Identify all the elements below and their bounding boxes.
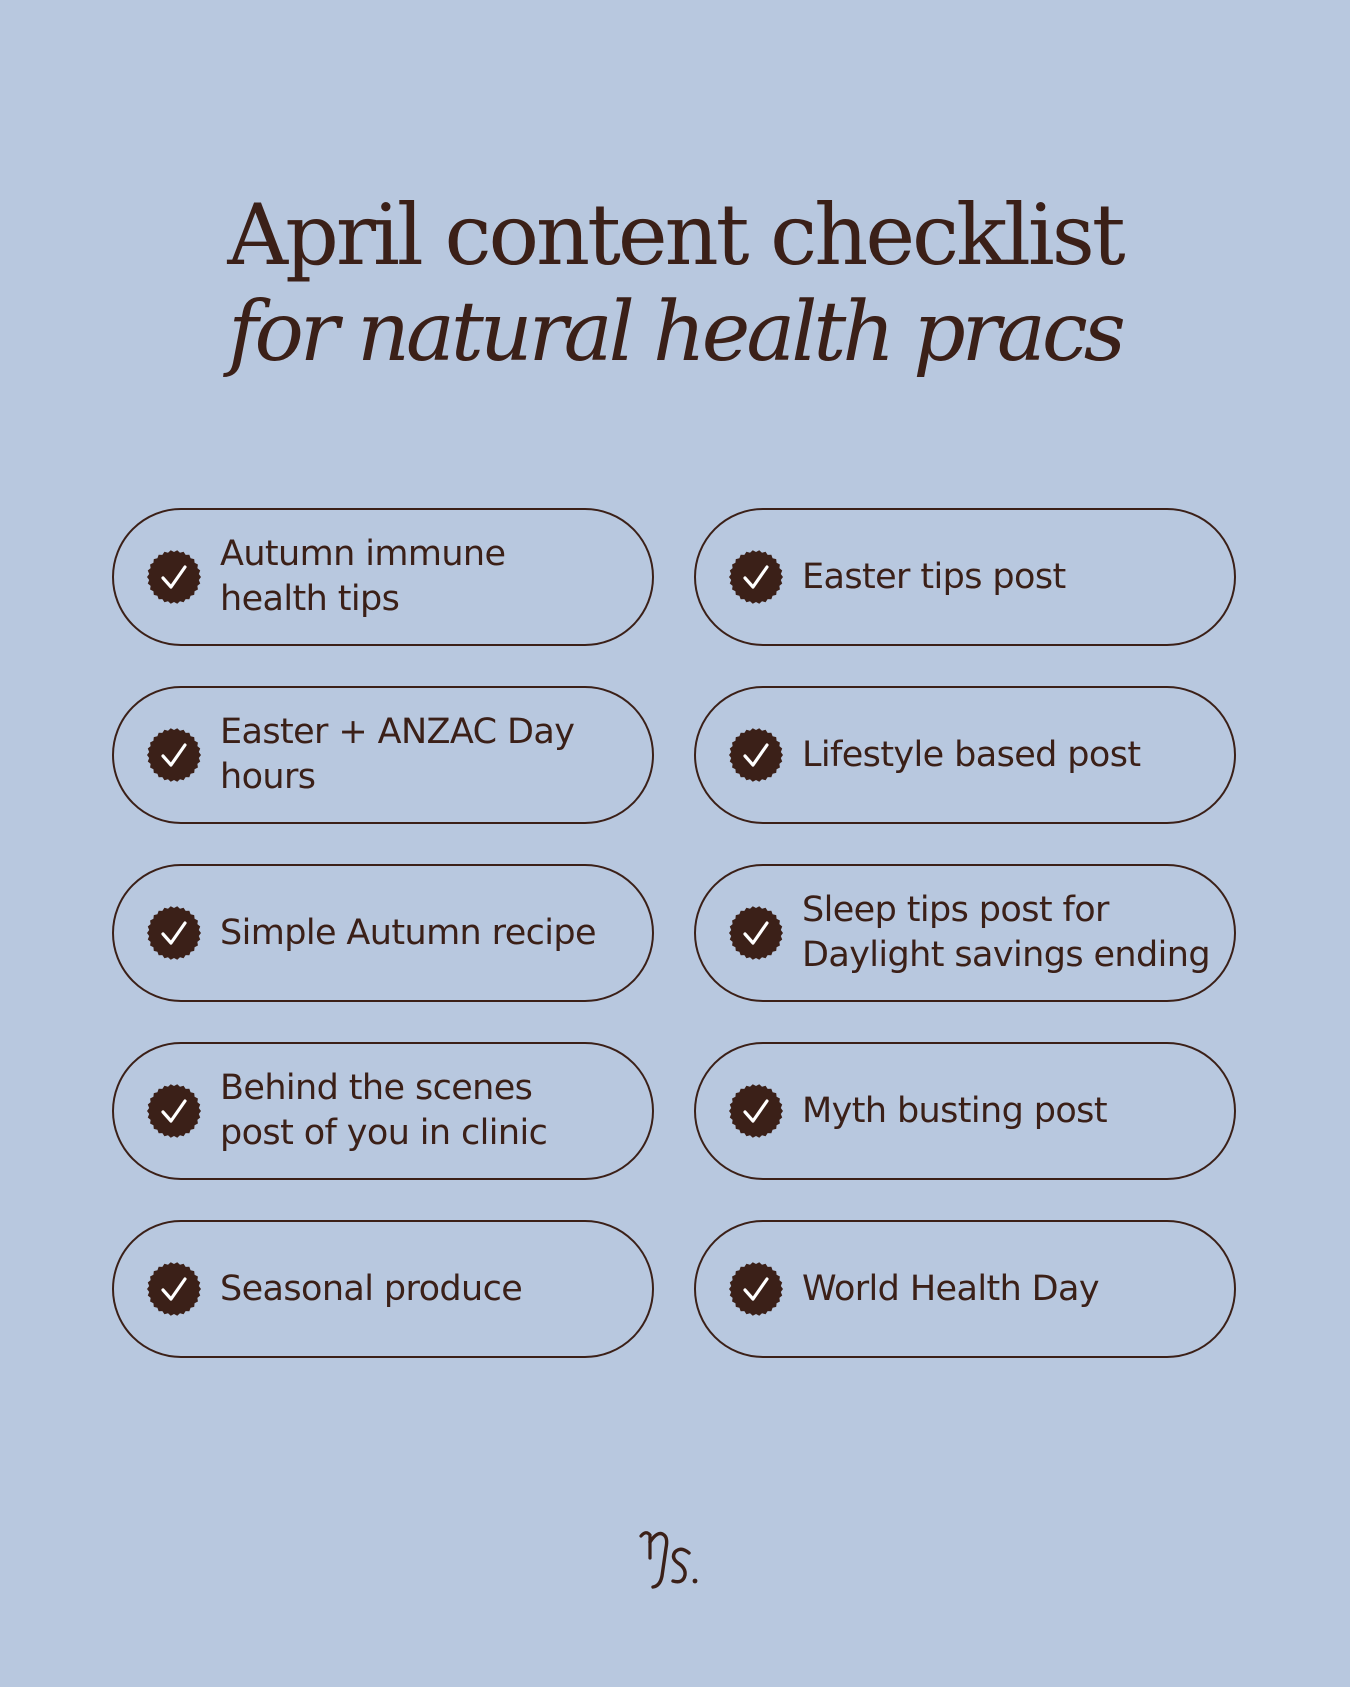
checklist-item	[694, 864, 1236, 1002]
checklist-item-label	[220, 710, 574, 800]
checklist-item-line: Daylight savings ending	[802, 935, 1210, 975]
checklist-item	[112, 686, 654, 824]
checklist-item-line: Myth busting post	[802, 1090, 1107, 1131]
checklist-item-line: Behind the scenes	[220, 1068, 533, 1108]
checklist-item-line: Easter + ANZAC Day	[220, 712, 575, 752]
checklist-item-line: Seasonal produce	[220, 1268, 523, 1309]
checklist-item-label	[220, 1267, 522, 1312]
check-badge-icon	[728, 549, 784, 605]
check-badge-icon	[728, 1261, 784, 1317]
checklist-item-line: Lifestyle based post	[802, 734, 1141, 775]
checklist-item-label	[802, 733, 1141, 778]
checklist-item-line: Easter tips post	[802, 556, 1066, 597]
check-badge-icon	[728, 727, 784, 783]
check-badge-icon	[146, 727, 202, 783]
checklist-item-line: Sleep tips post for	[802, 890, 1109, 930]
page-title: April content checklist	[227, 186, 1123, 284]
checklist-item-label	[220, 1066, 547, 1156]
checklist-item	[112, 1042, 654, 1180]
checklist-item	[112, 1220, 654, 1358]
checklist-item-label	[220, 911, 596, 956]
checklist-item	[694, 508, 1236, 646]
checklist-item-label	[802, 1267, 1099, 1312]
checklist-item	[694, 1220, 1236, 1358]
checklist-item-label	[802, 555, 1066, 600]
checklist-item-line: Simple Autumn recipe	[220, 912, 596, 953]
checklist-item-line: hours	[220, 757, 316, 797]
checklist-item-line: World Health Day	[802, 1268, 1099, 1309]
check-badge-icon	[728, 1083, 784, 1139]
checklist-item	[112, 864, 654, 1002]
ns-monogram-logo	[635, 1520, 715, 1600]
checklist-item	[112, 508, 654, 646]
checklist-item-label	[802, 888, 1210, 978]
checklist-item-line: post of you in clinic	[220, 1113, 548, 1153]
check-badge-icon	[146, 549, 202, 605]
check-badge-icon	[728, 905, 784, 961]
check-badge-icon	[146, 1261, 202, 1317]
checklist-item	[694, 1042, 1236, 1180]
checklist-item-label	[220, 532, 505, 622]
checklist-grid	[112, 508, 1237, 1358]
check-badge-icon	[146, 1083, 202, 1139]
checklist-item	[694, 686, 1236, 824]
check-badge-icon	[146, 905, 202, 961]
checklist-item-line: health tips	[220, 579, 400, 619]
checklist-item-line: Autumn immune	[220, 534, 506, 574]
checklist-item-label	[802, 1089, 1107, 1134]
page-subtitle: for natural health pracs	[228, 285, 1122, 380]
